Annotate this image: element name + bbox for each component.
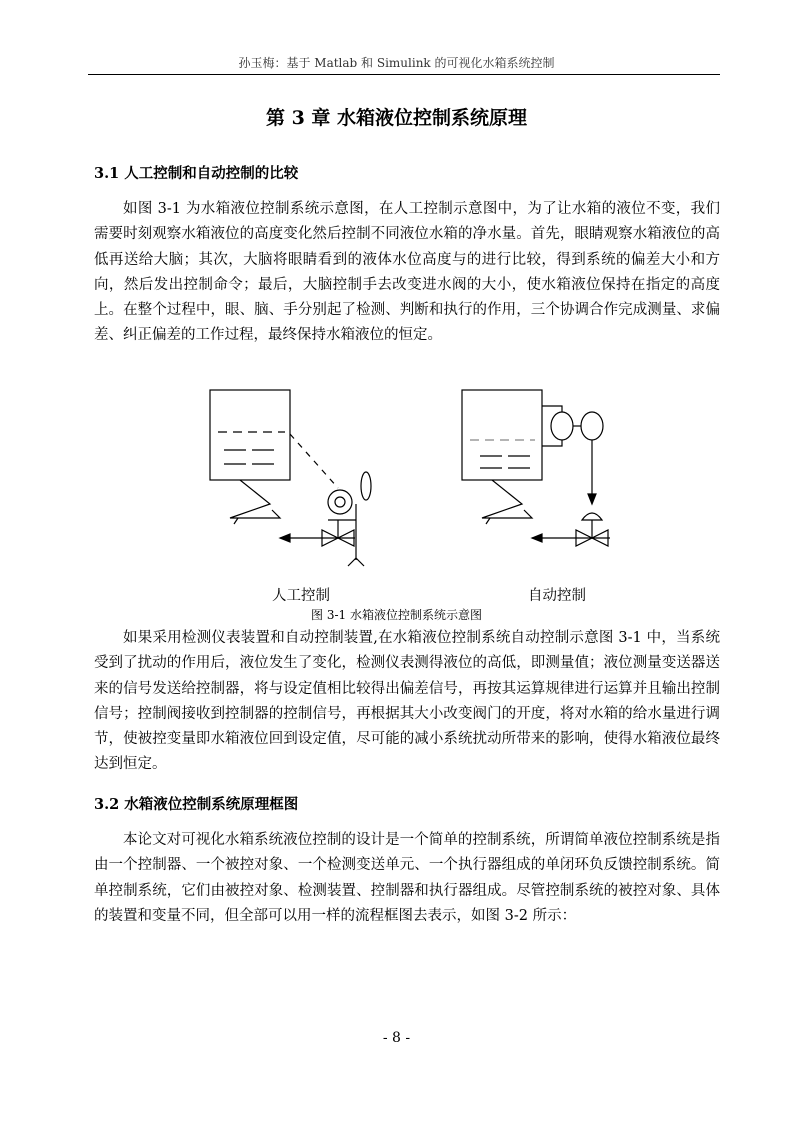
automatic-inlet-pipe [482,480,532,518]
person-eye [361,472,371,500]
level-transmitter [551,412,573,440]
automatic-flow-arrow [532,534,542,542]
valve-actuator [582,513,602,520]
manual-control-diagram [210,390,371,566]
paragraph-2 [94,626,720,778]
manual-inlet-pipe [230,480,280,518]
controller [581,412,603,440]
paragraph-1 [94,197,720,349]
header-rule [88,74,720,75]
manual-flow-arrow [280,534,290,542]
manual-sight-line [290,434,338,488]
tank-control-figure [190,380,640,580]
manual-tank [210,390,290,480]
person-head [328,490,352,514]
paragraph-3 [94,828,720,929]
figure-caption: 图 3-1 水箱液位控制系统示意图 [311,608,482,622]
running-header: 孙玉梅：基于 Matlab 和 Simulink 的可视化水箱系统控制 [238,56,555,70]
paragraph-1-text: 如图 3-1 为水箱液位控制系统示意图，在人工控制示意图中，为了让水箱的液位不变，我们需要时刻观察水箱液位的高度变化然后控制不同液位水箱的净水量。首先，眼睛观察水箱液位的高低再送给大脑；其次，大脑将眼睛看到的液体水位高度与的进行比较，得到系统的偏差大小和方向，然后发出控制命令；最后，大脑控制手去改变进水阀的大小，使水箱液位保持在指定的高度上。在整个过程中，眼、脑、手分别起了检测、判断和执行的作用，三个协调合作完成测量、求偏差、纠正偏差的工作过程，最终保持水箱液位的恒定。 [94,201,720,344]
paragraph-2-text: 如果采用检测仪表装置和自动控制装置,在水箱液位控制系统自动控制示意图 3-1 中，当系统受到了扰动的作用后，液位发生了变化，检测仪表测得液位的高低，即测量值；液位测量变送器送来的信号发送给控制器，将与设定值相比较得出偏差信号，再按其运算规律进行运算并且输出控制信号；控制阀接收到控制器的控制信号，再根据其大小改变阀门的开度，将对水箱的给水量进行调节，使被控变量即水箱液位回到设定值，尽可能的减小系统扰动所带来的影响，使得水箱液位最终达到恒定。 [94,630,720,773]
figure-label-manual: 人工控制 [272,588,330,604]
paragraph-3-text: 本论文对可视化水箱系统液位控制的设计是一个简单的控制系统，所谓简单液位控制系统是指由一个控制器、一个被控对象、一个检测变送单元、一个执行器组成的单闭环负反馈控制系统。简单控制系统，它们由被控对象、检测装置、控制器和执行器组成。尽管控制系统的被控对象、具体的装置和变量不同，但全部可以用一样的流程框图去表示，如图 3-2 所示： [94,832,720,924]
chapter-title: 第 3 章 水箱液位控制系统原理 [265,107,528,129]
section-heading-3-1: 3.1 人工控制和自动控制的比较 [94,165,299,182]
automatic-tank [462,390,542,480]
section-heading-3-2: 3.2 水箱液位控制系统原理框图 [94,796,299,813]
automatic-control-diagram [462,390,610,546]
figure-label-automatic: 自动控制 [528,588,586,604]
page-number: - 8 - [382,1030,411,1046]
